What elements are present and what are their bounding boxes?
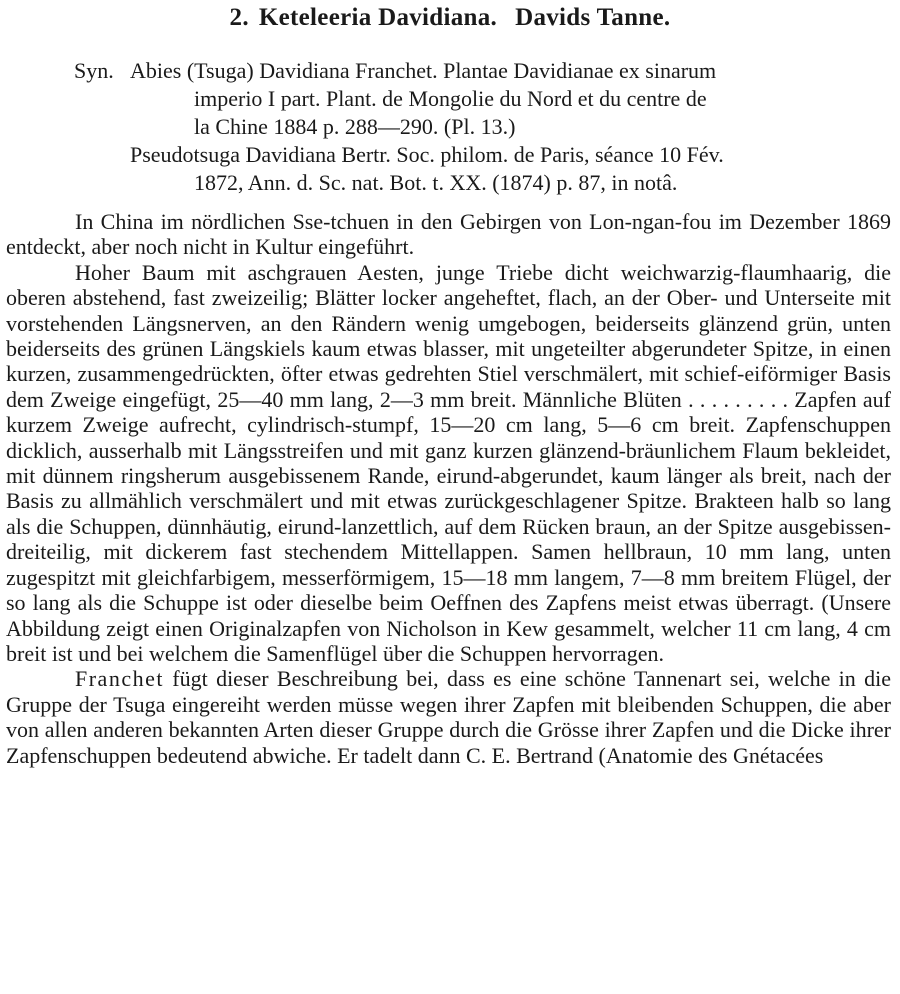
species-name: Keteleeria Davidiana. xyxy=(258,4,498,31)
synonym-line: la Chine 1884 p. 288—290. (Pl. 13.) xyxy=(194,114,516,139)
paragraph-franchet xyxy=(6,666,891,768)
synonym-line: 1872, Ann. d. Sc. nat. Bot. t. XX. (1874) p. 87, in notâ. xyxy=(194,170,678,195)
species-heading xyxy=(0,4,900,32)
synonym-label: Syn. xyxy=(74,58,114,83)
synonym-entry-abies xyxy=(130,57,716,141)
paragraph-description: Hoher Baum mit aschgrauen Aesten, junge Triebe dicht weichwarzig-flaumhaarig, die oberen abstehend, fast zweizeilig; Blätter locker angeheftet, flach, an der Ober- und Unterseite mit vorstehenden Längsnerven, an den Rändern wenig umgebogen, beiderseits glänzend grün, unten beiderseits des grünen Längskiels kaum etwas blasser, mit ungeteilter abgerundeter Spitze, in einen kurzen, zusammengedrückten, öfter etwas gedrehten Stiel verschmälert, mit schief-eiförmiger Basis dem Zweige eingefügt, 25—40 mm lang, 2—3 mm breit. Männliche Blüten . . . . . . . . . Zapfen auf kurzem Zweige aufrecht, cylindrisch-stumpf, 15—20 cm lang, 5—6 cm breit. Zapfenschuppen dicklich, ausserhalb mit Längsstreifen und mit ganz kurzen glänzend-bräunlichem Flaum bekleidet, mit dünnem ringsherum ausgebissenem Rande, eirund-abgerundet, kaum länger als breit, nach der Basis zu allmählich verschmälert und mit etwas zurückgeschlagener Spitze. Brakteen halb so lang als die Schuppen, dünnhäutig, eirund-lanzettlich, auf dem Rücken braun, an der Spitze ausgebissen-dreiteilig, mit dickerem fast stechendem Mittellappen. Samen hellbraun, 10 mm lang, unten zugespitzt mit gleichfarbigem, messerförmigem, 15—18 mm langem, 7—8 mm breitem Flügel, der so lang als die Schuppe ist oder dieselbe beim Oeffnen des Zapfens meist etwas überragt. (Unsere Abbildung zeigt einen Originalzapfen von Nicholson in Kew gesammelt, welcher 11 cm lang, 4 cm breit ist und bei welchem die Samenflügel über die Schuppen hervorragen. xyxy=(6,259,891,666)
synonym-line: Abies (Tsuga) Davidiana Franchet. Plantae Davidianae ex sinarum xyxy=(130,58,717,83)
synonym-line: imperio I part. Plant. de Mongolie du Nord et du centre de xyxy=(194,86,707,111)
main-text xyxy=(6,209,891,768)
paragraph-discovery: In China im nördlichen Sse-tchuen in den Gebirgen von Lon-ngan-fou im Dezember 1869 entdeckt, aber noch nicht in Kultur eingeführt. xyxy=(6,209,891,260)
synonym-entry-pseudotsuga xyxy=(130,141,724,197)
paragraph-text: fügt dieser Beschreibung bei, dass es eine schöne Tannenart sei, welche in die Gruppe der Tsuga eingereiht werden müsse wegen ihrer Zapfen mit bleibenden Schuppen, die aber von allen anderen bekannten Arten dieser Gruppe durch die Grösse ihrer Zapfen und die Dicke ihrer Zapfenschuppen bedeutend abwiche. Er tadelt dann C. E. Bertrand (Anatomie des Gnétacées xyxy=(6,666,891,768)
common-name: Davids Tanne. xyxy=(515,4,671,31)
author-name: Franchet xyxy=(75,666,164,692)
species-number: 2. xyxy=(229,4,249,31)
synonym-line: Pseudotsuga Davidiana Bertr. Soc. philom. de Paris, séance 10 Fév. xyxy=(130,142,724,167)
